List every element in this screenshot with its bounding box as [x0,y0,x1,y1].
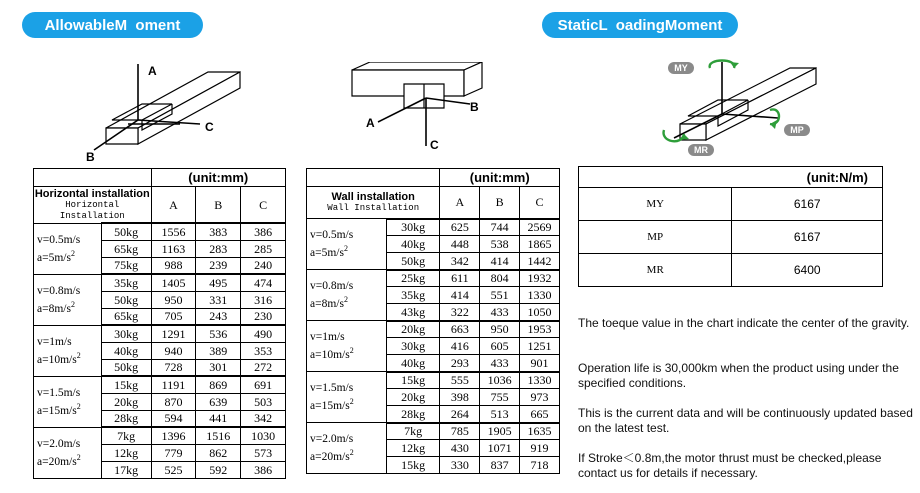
moment-a-cell: 525 [151,461,196,478]
mr-row-value: 6400 [732,254,883,287]
horizontal-condition [34,223,102,274]
wall-col-header: A [440,187,480,219]
load-cell: 43kg [386,304,440,321]
moment-a-cell: 330 [440,457,480,474]
load-cell: 30kg [386,219,440,236]
wall-title: Wall installation [331,191,415,204]
load-cell: 15kg [386,372,440,389]
load-cell: 28kg [101,410,151,427]
wall-header-cell [307,187,440,219]
wall-subtitle: Wall Installation [327,203,420,214]
load-cell: 20kg [101,393,151,410]
moment-c-cell: 1932 [520,270,560,287]
moment-c-cell: 1953 [520,321,560,338]
load-cell: 50kg [101,359,151,376]
note-data-updates: This is the current data and will be continuously updated based on the latest test. [578,406,913,435]
load-cell: 12kg [386,440,440,457]
table-row [34,325,286,342]
moment-b-cell: 551 [480,287,520,304]
wall-installation-table [306,168,560,474]
moment-b-cell: 755 [480,389,520,406]
my-row-value: 6167 [732,188,883,221]
load-cell: 65kg [101,308,151,325]
acceleration-exponent: 2 [349,397,354,407]
left-diagram-label-b: B [86,150,95,164]
acceleration-value: a=5m/s [310,246,344,259]
moment-b-cell: 639 [196,393,241,410]
wall-condition [307,321,387,372]
acceleration-exponent: 2 [349,346,354,356]
load-cell: 30kg [101,325,151,342]
moment-b-cell: 804 [480,270,520,287]
moment-b-cell: 389 [196,342,241,359]
moment-b-cell: 383 [196,223,241,240]
acceleration-exponent: 2 [70,248,75,258]
horizontal-subtitle: Horizontal Installation [59,200,125,221]
wall-condition [307,423,387,474]
moment-a-cell: 1291 [151,325,196,342]
speed-value: v=1m/s [37,335,72,348]
load-cell: 20kg [386,389,440,406]
acceleration-exponent: 2 [343,295,348,305]
horizontal-condition [34,274,102,325]
load-cell: 28kg [386,406,440,423]
moment-b-cell: 592 [196,461,241,478]
load-cell: 25kg [386,270,440,287]
table-row [307,372,560,389]
table-row [307,270,560,287]
moment-a-cell: 785 [440,423,480,440]
wall-condition [307,372,387,423]
horizontal-condition [34,325,102,376]
moment-c-cell: 386 [241,461,286,478]
moment-c-cell: 285 [241,240,286,257]
wall-unit-label: (unit:mm) [440,169,560,187]
moment-b-cell: 283 [196,240,241,257]
speed-value: v=1.5m/s [37,386,81,399]
load-cell: 75kg [101,257,151,274]
moment-b-cell: 1071 [480,440,520,457]
load-cell: 15kg [386,457,440,474]
moment-b-cell: 744 [480,219,520,236]
speed-value: v=0.8m/s [310,280,354,293]
moment-a-cell: 1191 [151,376,196,393]
moment-c-cell: 573 [241,444,286,461]
moment-c-cell: 240 [241,257,286,274]
acceleration-exponent: 2 [349,448,354,458]
moment-a-cell: 264 [440,406,480,423]
static-unit-label: (unit:N/m) [579,167,883,188]
left-diagram-label-a: A [148,64,157,78]
acceleration-value: a=8m/s [310,297,344,310]
moment-c-cell: 1330 [520,372,560,389]
load-cell: 12kg [101,444,151,461]
horizontal-unit-label: (unit:mm) [151,169,285,187]
acceleration-value: a=8m/s [37,302,71,315]
moment-c-cell: 718 [520,457,560,474]
moment-b-cell: 513 [480,406,520,423]
speed-value: v=0.8m/s [37,284,81,297]
moment-a-cell: 988 [151,257,196,274]
moment-a-cell: 1405 [151,274,196,291]
moment-a-cell: 555 [440,372,480,389]
horizontal-title: Horizontal installation [34,188,150,200]
horizontal-condition [34,427,102,478]
acceleration-exponent: 2 [76,452,81,462]
moment-a-cell: 663 [440,321,480,338]
moment-b-cell: 1905 [480,423,520,440]
moment-b-cell: 837 [480,457,520,474]
moment-a-cell: 870 [151,393,196,410]
table-row [34,223,286,240]
moment-a-cell: 594 [151,410,196,427]
moment-a-cell: 1556 [151,223,196,240]
load-cell: 40kg [386,236,440,253]
moment-a-cell: 293 [440,355,480,372]
moment-c-cell: 353 [241,342,286,359]
moment-b-cell: 605 [480,338,520,355]
acceleration-value: a=5m/s [37,251,71,264]
acceleration-value: a=20m/s [310,450,350,463]
moment-c-cell: 474 [241,274,286,291]
speed-value: v=1.5m/s [310,382,354,395]
moment-c-cell: 901 [520,355,560,372]
load-cell: 65kg [101,240,151,257]
moment-a-cell: 611 [440,270,480,287]
table-row [34,427,286,444]
allowable-moment-header: AllowableM oment [22,12,203,38]
moment-c-cell: 342 [241,410,286,427]
moment-a-cell: 625 [440,219,480,236]
speed-value: v=1m/s [310,331,345,344]
note-gravity-center: The toeque value in the chart indicate the center of the gravity. [578,316,910,330]
middle-diagram-label-c: C [430,138,439,152]
table-row [307,219,560,236]
table-row [34,274,286,291]
load-cell: 35kg [386,287,440,304]
middle-diagram-label-b: B [470,100,479,114]
acceleration-exponent: 2 [343,244,348,254]
moment-c-cell: 230 [241,308,286,325]
moment-b-cell: 433 [480,355,520,372]
moment-b-cell: 239 [196,257,241,274]
moment-b-cell: 869 [196,376,241,393]
moment-a-cell: 398 [440,389,480,406]
table-row [307,321,560,338]
load-cell: 50kg [386,253,440,270]
moment-a-cell: 705 [151,308,196,325]
moment-b-cell: 538 [480,236,520,253]
moment-c-cell: 973 [520,389,560,406]
mp-moment-label: MP [784,124,810,136]
speed-value: v=2.0m/s [310,433,354,446]
moment-c-cell: 1330 [520,287,560,304]
mp-row-name: MP [579,221,732,254]
load-cell: 40kg [386,355,440,372]
moment-c-cell: 503 [241,393,286,410]
acceleration-value: a=20m/s [37,455,77,468]
table-row [34,376,286,393]
horizontal-col-header: C [241,187,286,224]
acceleration-exponent: 2 [70,299,75,309]
moment-c-cell: 316 [241,291,286,308]
table-row [307,423,560,440]
moment-b-cell: 495 [196,274,241,291]
moment-c-cell: 1865 [520,236,560,253]
moment-c-cell: 665 [520,406,560,423]
acceleration-value: a=10m/s [37,353,77,366]
load-cell: 7kg [101,427,151,444]
speed-value: v=0.5m/s [310,229,354,242]
moment-a-cell: 448 [440,236,480,253]
mp-row-value: 6167 [732,221,883,254]
moment-c-cell: 386 [241,223,286,240]
moment-b-cell: 433 [480,304,520,321]
wall-condition [307,270,387,321]
load-cell: 20kg [386,321,440,338]
horizontal-col-header: A [151,187,196,224]
load-cell: 35kg [101,274,151,291]
note-operation-life: Operation life is 30,000km when the product using under the specified conditions. [578,361,899,390]
speed-value: v=0.5m/s [37,233,81,246]
horizontal-installation-diagram [80,58,260,164]
moment-c-cell: 272 [241,359,286,376]
moment-a-cell: 1163 [151,240,196,257]
moment-b-cell: 536 [196,325,241,342]
moment-c-cell: 2569 [520,219,560,236]
load-cell: 40kg [101,342,151,359]
moment-a-cell: 430 [440,440,480,457]
moment-a-cell: 322 [440,304,480,321]
moment-c-cell: 1442 [520,253,560,270]
horizontal-header-cell [34,187,152,224]
load-cell: 7kg [386,423,440,440]
moment-b-cell: 331 [196,291,241,308]
moment-c-cell: 1251 [520,338,560,355]
moment-c-cell: 1635 [520,423,560,440]
moment-b-cell: 1516 [196,427,241,444]
acceleration-value: a=10m/s [310,348,350,361]
static-loading-moment-header: StaticL oadingMoment [542,12,738,38]
load-cell: 50kg [101,291,151,308]
acceleration-value: a=15m/s [310,399,350,412]
load-cell: 17kg [101,461,151,478]
mr-row-name: MR [579,254,732,287]
moment-c-cell: 1050 [520,304,560,321]
load-cell: 30kg [386,338,440,355]
horizontal-col-header: B [196,187,241,224]
my-row-name: MY [579,188,732,221]
moment-b-cell: 243 [196,308,241,325]
moment-a-cell: 414 [440,287,480,304]
moment-c-cell: 1030 [241,427,286,444]
acceleration-value: a=15m/s [37,404,77,417]
moment-a-cell: 342 [440,253,480,270]
mr-moment-label: MR [688,144,714,156]
moment-b-cell: 1036 [480,372,520,389]
horizontal-installation-table [33,168,286,479]
moment-b-cell: 301 [196,359,241,376]
moment-c-cell: 691 [241,376,286,393]
load-cell: 15kg [101,376,151,393]
my-moment-label: MY [668,62,694,74]
speed-value: v=2.0m/s [37,437,81,450]
moment-a-cell: 1396 [151,427,196,444]
moment-a-cell: 950 [151,291,196,308]
middle-diagram-label-a: A [366,116,375,130]
static-moment-table [578,166,883,287]
wall-condition [307,219,387,270]
moment-a-cell: 728 [151,359,196,376]
acceleration-exponent: 2 [76,401,81,411]
moment-c-cell: 490 [241,325,286,342]
note-stroke-thrust: If Stroke＜0.8m,the motor thrust must be checked,please contact us for details if necessary. [578,451,882,480]
moment-a-cell: 779 [151,444,196,461]
acceleration-exponent: 2 [76,350,81,360]
moment-c-cell: 919 [520,440,560,457]
load-cell: 50kg [101,223,151,240]
moment-b-cell: 862 [196,444,241,461]
moment-a-cell: 416 [440,338,480,355]
moment-b-cell: 441 [196,410,241,427]
moment-a-cell: 940 [151,342,196,359]
left-diagram-label-c: C [205,120,214,134]
moment-b-cell: 950 [480,321,520,338]
wall-col-header: B [480,187,520,219]
wall-col-header: C [520,187,560,219]
moment-b-cell: 414 [480,253,520,270]
horizontal-condition [34,376,102,427]
